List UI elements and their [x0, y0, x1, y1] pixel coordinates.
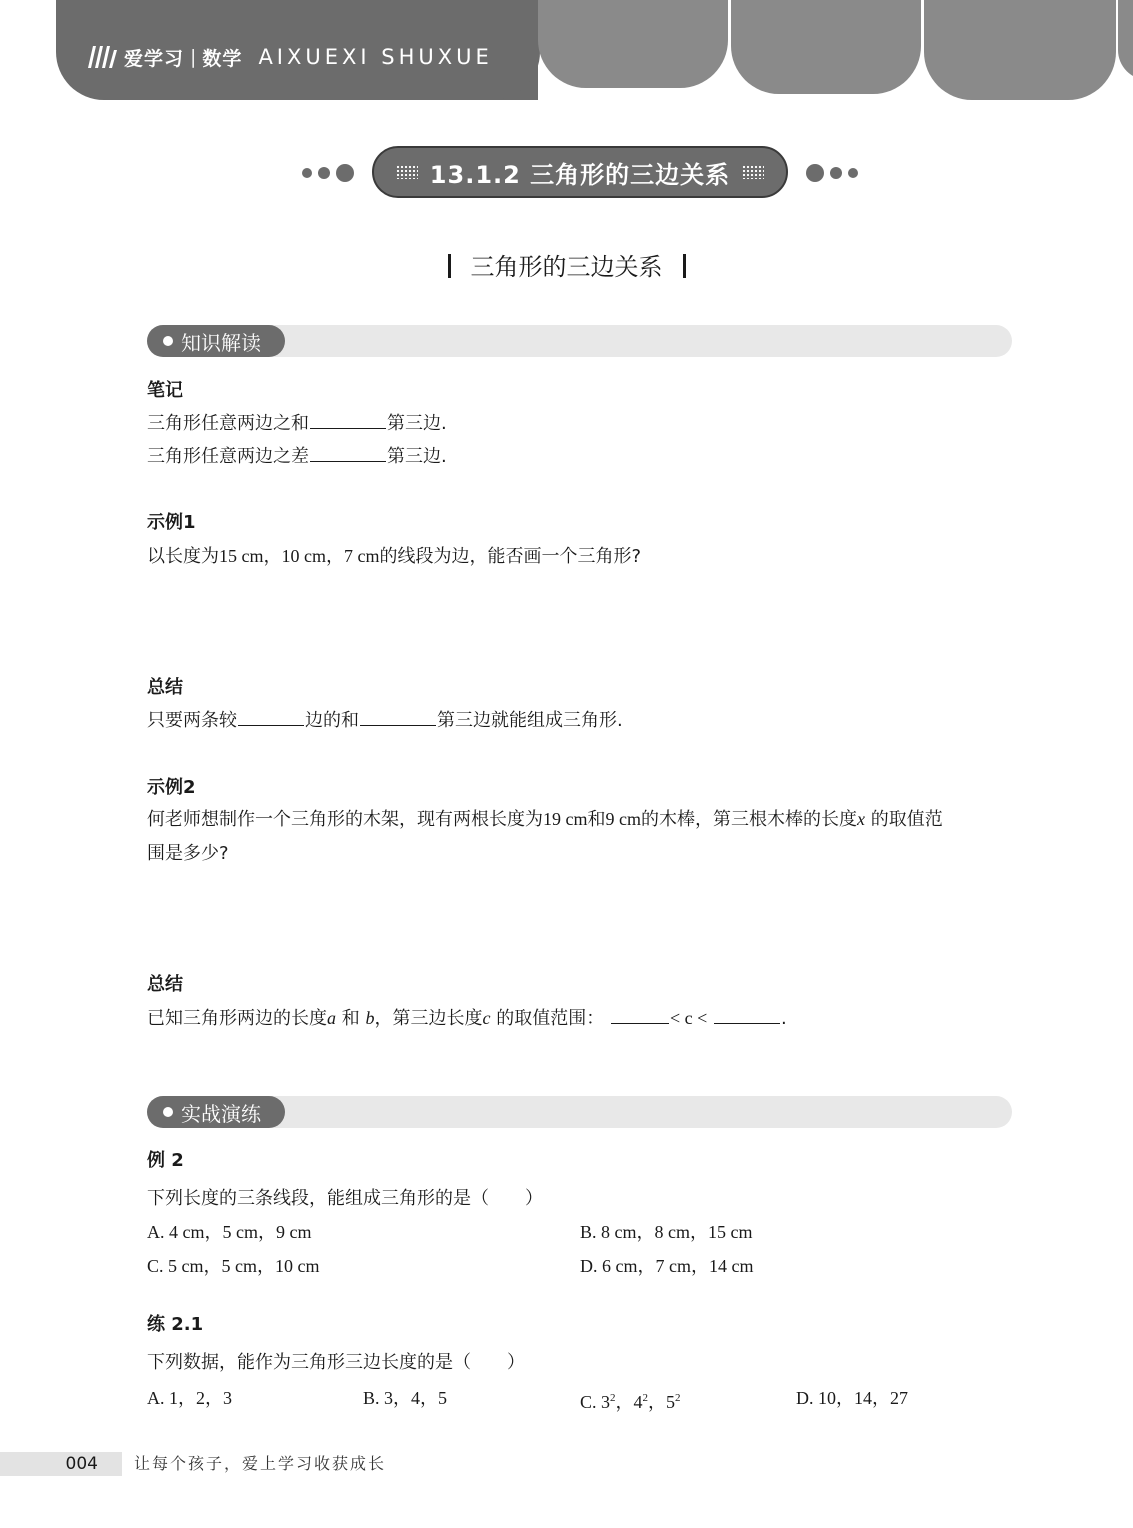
header-tab	[538, 0, 728, 88]
question1-heading: 例 2	[147, 1150, 184, 1171]
example2-text: 何老师想制作一个三角形的木架，现有两根长度为19 cm和9 cm的木棒，第三根木棒的长度x 的取值范	[147, 809, 943, 830]
fill-blank	[310, 410, 386, 429]
footer-slogan: 让每个孩子，爱上学习收获成长	[134, 1454, 387, 1473]
subtitle-text: 三角形的三边关系	[470, 253, 663, 281]
question1-text: 下列长度的三条线段，能组成三角形的是（ ）	[147, 1188, 543, 1209]
note-line-2: 三角形任意两边之差 第三边.	[147, 440, 447, 473]
header-tab	[731, 0, 921, 94]
brand-name: 爱学习	[124, 47, 185, 70]
right-dots-decoration	[806, 164, 858, 182]
fill-blank	[611, 1005, 669, 1024]
fill-blank	[238, 707, 304, 726]
section-header-knowledge	[147, 325, 1012, 357]
brand-english: AIXUEXI SHUXUE	[258, 45, 493, 69]
header-tab	[1118, 0, 1133, 80]
lesson-title-text: 13.1.2 三角形的三边关系	[429, 160, 731, 189]
header-logo	[86, 42, 493, 72]
question2-option-c: C. $3^2$，$4^2$，$5^2$	[580, 1392, 681, 1412]
question1-option-d: D. 6 cm，7 cm，14 cm	[580, 1256, 754, 1276]
note-heading: 笔记	[147, 380, 183, 401]
example1-heading: 示例1	[147, 512, 196, 533]
question2-heading: 练 2.1	[147, 1314, 204, 1335]
fill-blank	[714, 1005, 780, 1024]
grid-dots-icon	[396, 165, 418, 179]
summary2-text: 已知三角形两边的长度a 和 b，第三边长度c 的取值范围： < c < .	[147, 1002, 787, 1035]
header-separator: |	[190, 46, 197, 68]
question2-option-d: D. 10，14，27	[796, 1388, 908, 1408]
fill-blank	[360, 707, 436, 726]
example1-text: 以长度为15 cm，10 cm，7 cm的线段为边，能否画一个三角形?	[147, 546, 642, 567]
section-subtitle	[0, 247, 1133, 282]
example2-heading: 示例2	[147, 777, 196, 798]
section-label: 知识解读	[147, 325, 285, 357]
note-line-1: 三角形任意两边之和 第三边.	[147, 407, 447, 440]
left-dots-decoration	[302, 164, 354, 182]
question1-option-b: B. 8 cm，8 cm，15 cm	[580, 1222, 753, 1242]
question2-option-b: B. 3，4，5	[363, 1388, 448, 1408]
brand-logo-icon	[86, 42, 120, 72]
lesson-title	[372, 146, 788, 198]
section-label: 实战演练	[147, 1096, 285, 1128]
question1-option-c: C. 5 cm，5 cm，10 cm	[147, 1256, 320, 1276]
subject-name: 数学	[202, 47, 243, 70]
fill-blank	[310, 443, 386, 462]
question2-option-a: A. 1，2，3	[147, 1388, 232, 1408]
question2-text: 下列数据，能作为三角形三边长度的是（ ）	[147, 1352, 525, 1373]
page-number: 004	[0, 1452, 122, 1476]
section-header-practice	[147, 1096, 1012, 1128]
summary1-heading: 总结	[147, 677, 183, 698]
summary1-text: 只要两条较 边的和 第三边就能组成三角形.	[147, 704, 623, 737]
example2-text-cont: 围是多少?	[147, 843, 229, 864]
grid-dots-icon	[742, 165, 764, 179]
lesson-title-banner	[300, 146, 860, 202]
header-tab	[924, 0, 1116, 100]
question1-option-a: A. 4 cm，5 cm，9 cm	[147, 1222, 312, 1242]
summary2-heading: 总结	[147, 974, 183, 995]
